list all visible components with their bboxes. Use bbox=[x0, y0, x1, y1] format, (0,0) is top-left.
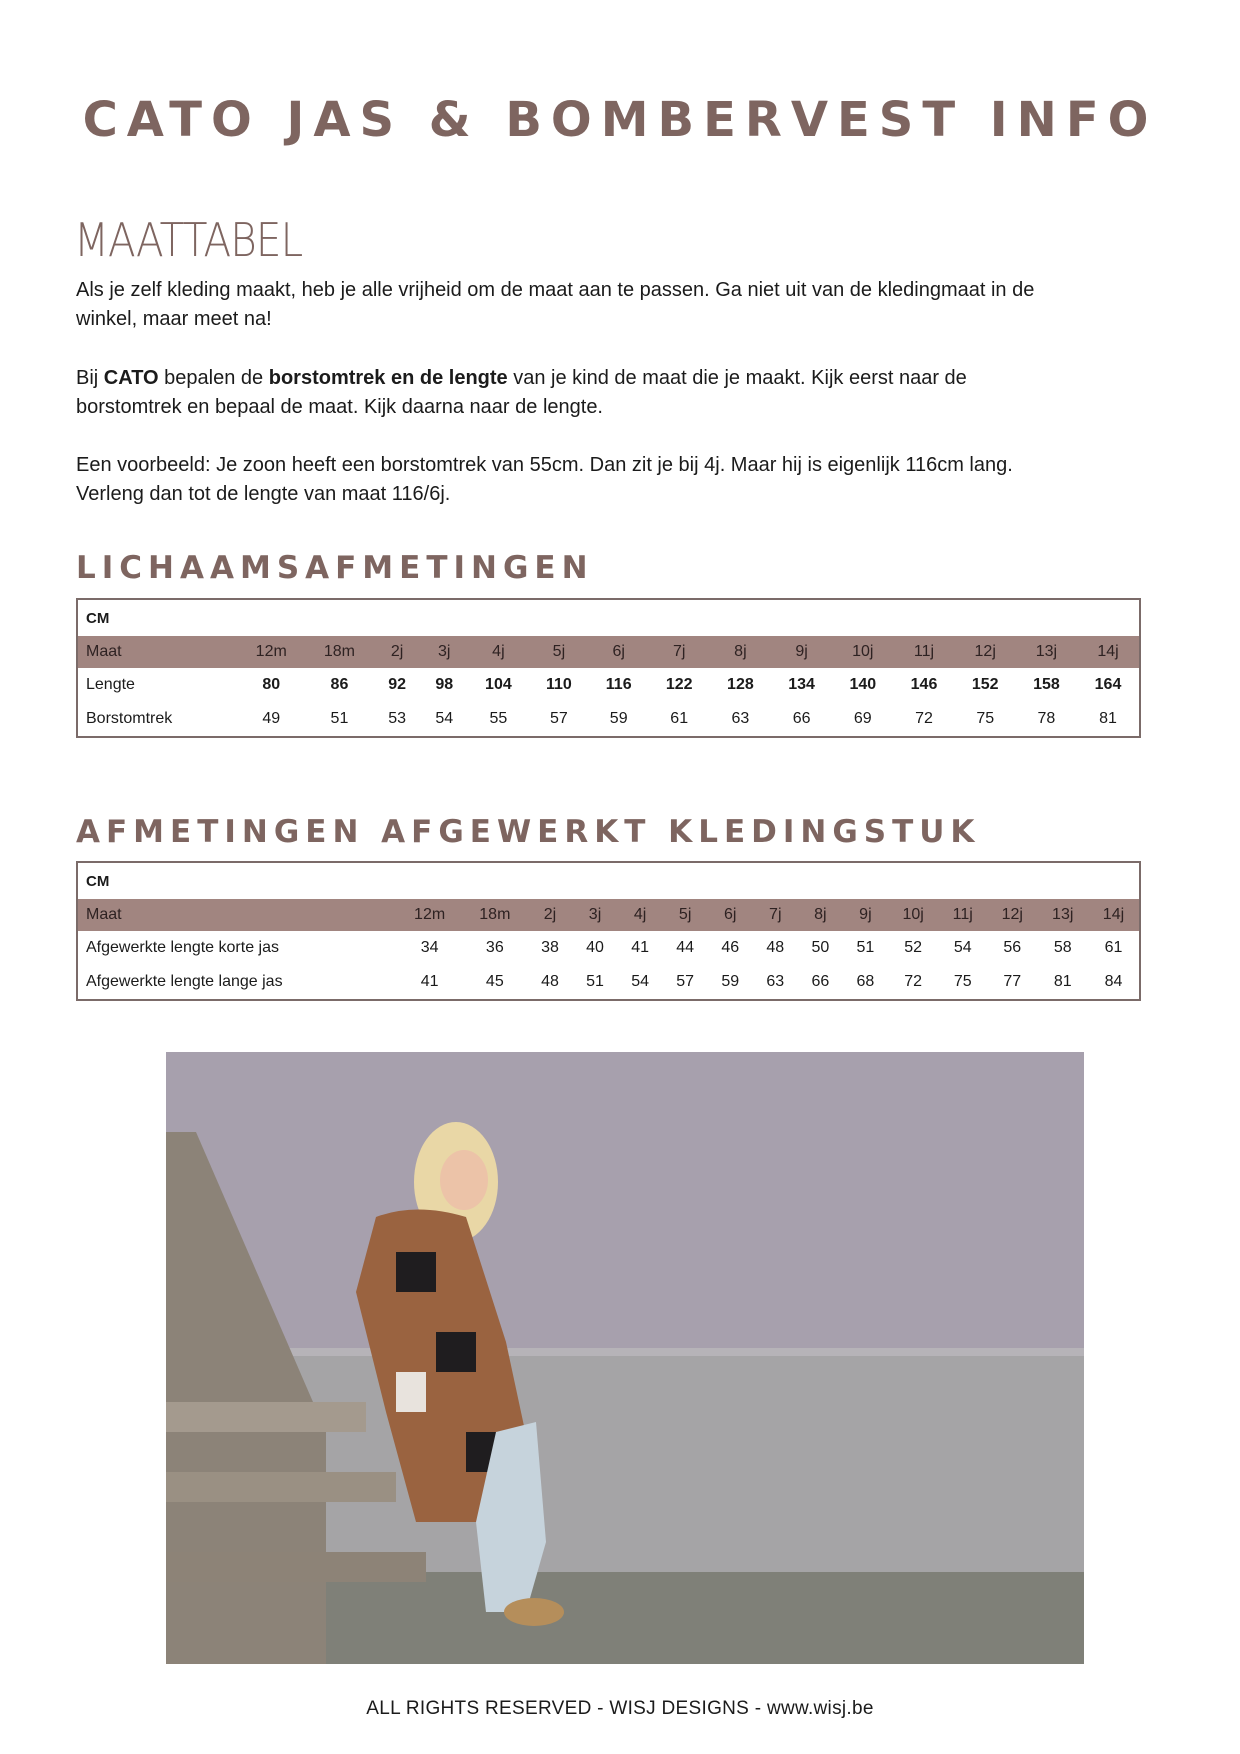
table-cell: 58 bbox=[1053, 939, 1072, 956]
p2-text-2: bepalen de bbox=[158, 367, 269, 389]
photo-pallet-plank bbox=[166, 1552, 426, 1582]
body-measurements-table bbox=[76, 598, 1141, 738]
table-cell: 50 bbox=[811, 939, 830, 956]
size-header-cell: 12m bbox=[237, 636, 305, 668]
table-cell: 134 bbox=[788, 676, 815, 693]
table-cell: 44 bbox=[676, 939, 695, 956]
table-cell: 41 bbox=[631, 939, 649, 956]
table-cell: 55 bbox=[489, 710, 508, 727]
size-header-cell: 8j bbox=[710, 636, 771, 668]
intro-paragraph-1: Als je zelf kleding maakt, heb je alle vrijheid om de maat aan te passen. Ga niet uit van de kledingmaat in de winkel, maar meet na! bbox=[76, 279, 1035, 330]
table-cell: 57 bbox=[676, 973, 695, 990]
size-header-cell: 2j bbox=[374, 636, 421, 668]
table-row bbox=[77, 702, 1140, 737]
table-cell: 122 bbox=[665, 676, 693, 693]
table-cell: 34 bbox=[420, 939, 439, 956]
size-header-cell: 4j bbox=[618, 899, 663, 931]
unit-row bbox=[77, 599, 1140, 636]
garment-measurements-table bbox=[76, 861, 1141, 1001]
row-label: Lengte bbox=[86, 676, 135, 693]
photo-coat-check bbox=[396, 1252, 436, 1292]
photo-coat-check bbox=[396, 1372, 426, 1412]
table-cell: 72 bbox=[915, 710, 933, 727]
size-header-cell: 18m bbox=[305, 636, 373, 668]
table-cell: 110 bbox=[545, 676, 572, 693]
p2-bold-cato: CATO bbox=[103, 367, 159, 389]
table-cell: 63 bbox=[731, 710, 750, 727]
table-cell: 116 bbox=[605, 676, 632, 693]
photo-pallet-plank bbox=[166, 1402, 366, 1432]
size-header-row bbox=[77, 636, 1140, 668]
size-header-cell: 7j bbox=[649, 636, 710, 668]
size-header-cell: 10j bbox=[832, 636, 893, 668]
table-cell: 66 bbox=[811, 973, 830, 990]
photo-coat-check bbox=[436, 1332, 476, 1372]
size-header-cell: 4j bbox=[468, 636, 529, 668]
p2-bold-measure: borstomtrek en de lengte bbox=[268, 367, 508, 389]
photo-illustration bbox=[166, 1052, 1084, 1664]
size-header-cell: 3j bbox=[573, 899, 618, 931]
table-cell: 51 bbox=[856, 939, 875, 956]
unit-label: CM bbox=[86, 609, 110, 627]
table-cell: 61 bbox=[1104, 939, 1123, 956]
size-header-cell: 9j bbox=[771, 636, 832, 668]
size-header-cell: 13j bbox=[1038, 899, 1088, 931]
size-header-cell: 14j bbox=[1077, 636, 1140, 668]
p2-text-3: van je kind de maat die je maakt. Kijk eerst naar de borstomtrek en bepaal de maat. Kijk daarna naar de lengte. bbox=[76, 367, 967, 418]
photo-wall-ledge bbox=[166, 1348, 1084, 1356]
table-cell: 59 bbox=[721, 973, 740, 990]
heading-garment-measurements: AFMETINGEN AFGEWERKT KLEDINGSTUK bbox=[76, 814, 981, 850]
photo-child-face bbox=[440, 1150, 488, 1210]
intro-paragraph-3: Een voorbeeld: Je zoon heeft een borstomtrek van 55cm. Dan zit je bij 4j. Maar hij is eigenlijk 116cm lang. Verleng dan tot de lengte van maat 116/6j. bbox=[76, 454, 1013, 505]
table-cell: 164 bbox=[1094, 676, 1122, 693]
table-cell: 158 bbox=[1033, 676, 1060, 693]
row-label: Borstomtrek bbox=[86, 710, 173, 727]
table-cell: 57 bbox=[550, 710, 568, 727]
table-cell: 46 bbox=[721, 939, 740, 956]
size-header-cell: 5j bbox=[663, 899, 708, 931]
table-cell: 146 bbox=[910, 676, 938, 693]
table-cell: 128 bbox=[727, 676, 754, 693]
document-title: CATO JAS & BOMBERVEST INFO bbox=[82, 92, 1158, 148]
size-header-cell: 18m bbox=[462, 899, 527, 931]
table-cell: 53 bbox=[388, 710, 406, 727]
footer-copyright: ALL RIGHTS RESERVED - WISJ DESIGNS - www.wisj.be bbox=[366, 1698, 874, 1719]
table-cell: 81 bbox=[1099, 710, 1117, 727]
table-row bbox=[77, 668, 1140, 702]
size-header-cell: 2j bbox=[527, 899, 572, 931]
size-header-row bbox=[77, 899, 1140, 931]
table-cell: 140 bbox=[849, 676, 877, 693]
size-header-cell: 12j bbox=[987, 899, 1037, 931]
table-cell: 68 bbox=[856, 973, 875, 990]
size-header-cell: 10j bbox=[888, 899, 938, 931]
table-cell: 104 bbox=[485, 676, 512, 693]
intro-paragraph-2 bbox=[76, 364, 1076, 422]
table-cell: 92 bbox=[388, 676, 406, 693]
size-header-cell: 3j bbox=[421, 636, 468, 668]
table-cell: 54 bbox=[953, 939, 972, 956]
table-cell: 86 bbox=[330, 676, 349, 693]
table-cell: 80 bbox=[262, 676, 281, 693]
photo-wall-upper bbox=[166, 1052, 1084, 1352]
table-cell: 78 bbox=[1037, 710, 1056, 727]
size-header-cell: 12j bbox=[955, 636, 1016, 668]
photo-pallet-plank bbox=[166, 1472, 396, 1502]
table-cell: 75 bbox=[976, 710, 995, 727]
table-cell: 59 bbox=[609, 710, 628, 727]
table-row bbox=[77, 931, 1140, 965]
heading-body-measurements: LICHAAMSAFMETINGEN bbox=[76, 550, 594, 586]
table-cell: 98 bbox=[435, 676, 454, 693]
table-cell: 66 bbox=[792, 710, 811, 727]
table-cell: 63 bbox=[766, 973, 785, 990]
table-cell: 38 bbox=[541, 939, 559, 956]
p2-text-1: Bij bbox=[76, 367, 104, 389]
photo-shoe bbox=[504, 1598, 564, 1626]
table-cell: 51 bbox=[586, 973, 604, 990]
table-cell: 61 bbox=[670, 710, 689, 727]
table-cell: 51 bbox=[330, 710, 349, 727]
table-cell: 77 bbox=[1003, 973, 1022, 990]
table-cell: 41 bbox=[420, 973, 439, 990]
size-header-cell: 7j bbox=[753, 899, 798, 931]
size-header-cell: 6j bbox=[708, 899, 753, 931]
size-header-label: Maat bbox=[77, 899, 397, 931]
size-header-cell: 12m bbox=[397, 899, 462, 931]
table-cell: 54 bbox=[631, 973, 649, 990]
table-cell: 48 bbox=[766, 939, 785, 956]
size-header-label: Maat bbox=[77, 636, 237, 668]
unit-row bbox=[77, 862, 1140, 899]
table-cell: 56 bbox=[1003, 939, 1022, 956]
maattabel-text: MAATTABEL bbox=[74, 213, 303, 267]
size-header-cell: 14j bbox=[1088, 899, 1140, 931]
table-cell: 152 bbox=[971, 676, 999, 693]
size-header-cell: 5j bbox=[529, 636, 589, 668]
table-cell: 75 bbox=[953, 973, 972, 990]
table-cell: 48 bbox=[541, 973, 559, 990]
table-cell: 36 bbox=[485, 939, 504, 956]
row-label: Afgewerkte lengte korte jas bbox=[86, 939, 279, 956]
table-cell: 45 bbox=[485, 973, 504, 990]
size-header-cell: 6j bbox=[589, 636, 649, 668]
size-header-cell: 13j bbox=[1016, 636, 1077, 668]
unit-label: CM bbox=[86, 872, 110, 890]
row-label: Afgewerkte lengte lange jas bbox=[86, 973, 283, 990]
size-header-cell: 9j bbox=[843, 899, 888, 931]
size-header-cell: 8j bbox=[798, 899, 843, 931]
table-cell: 72 bbox=[904, 973, 923, 990]
table-cell: 84 bbox=[1104, 973, 1123, 990]
table-cell: 54 bbox=[435, 710, 454, 727]
product-photo bbox=[166, 1052, 1084, 1664]
table-cell: 69 bbox=[853, 710, 872, 727]
size-header-cell: 11j bbox=[938, 899, 987, 931]
section-heading-maattabel bbox=[74, 213, 333, 267]
table-row bbox=[77, 965, 1140, 1000]
table-cell: 40 bbox=[586, 939, 604, 956]
table-cell: 52 bbox=[904, 939, 923, 956]
table-cell: 49 bbox=[262, 710, 281, 727]
size-header-cell: 11j bbox=[893, 636, 954, 668]
table-cell: 81 bbox=[1053, 973, 1072, 990]
